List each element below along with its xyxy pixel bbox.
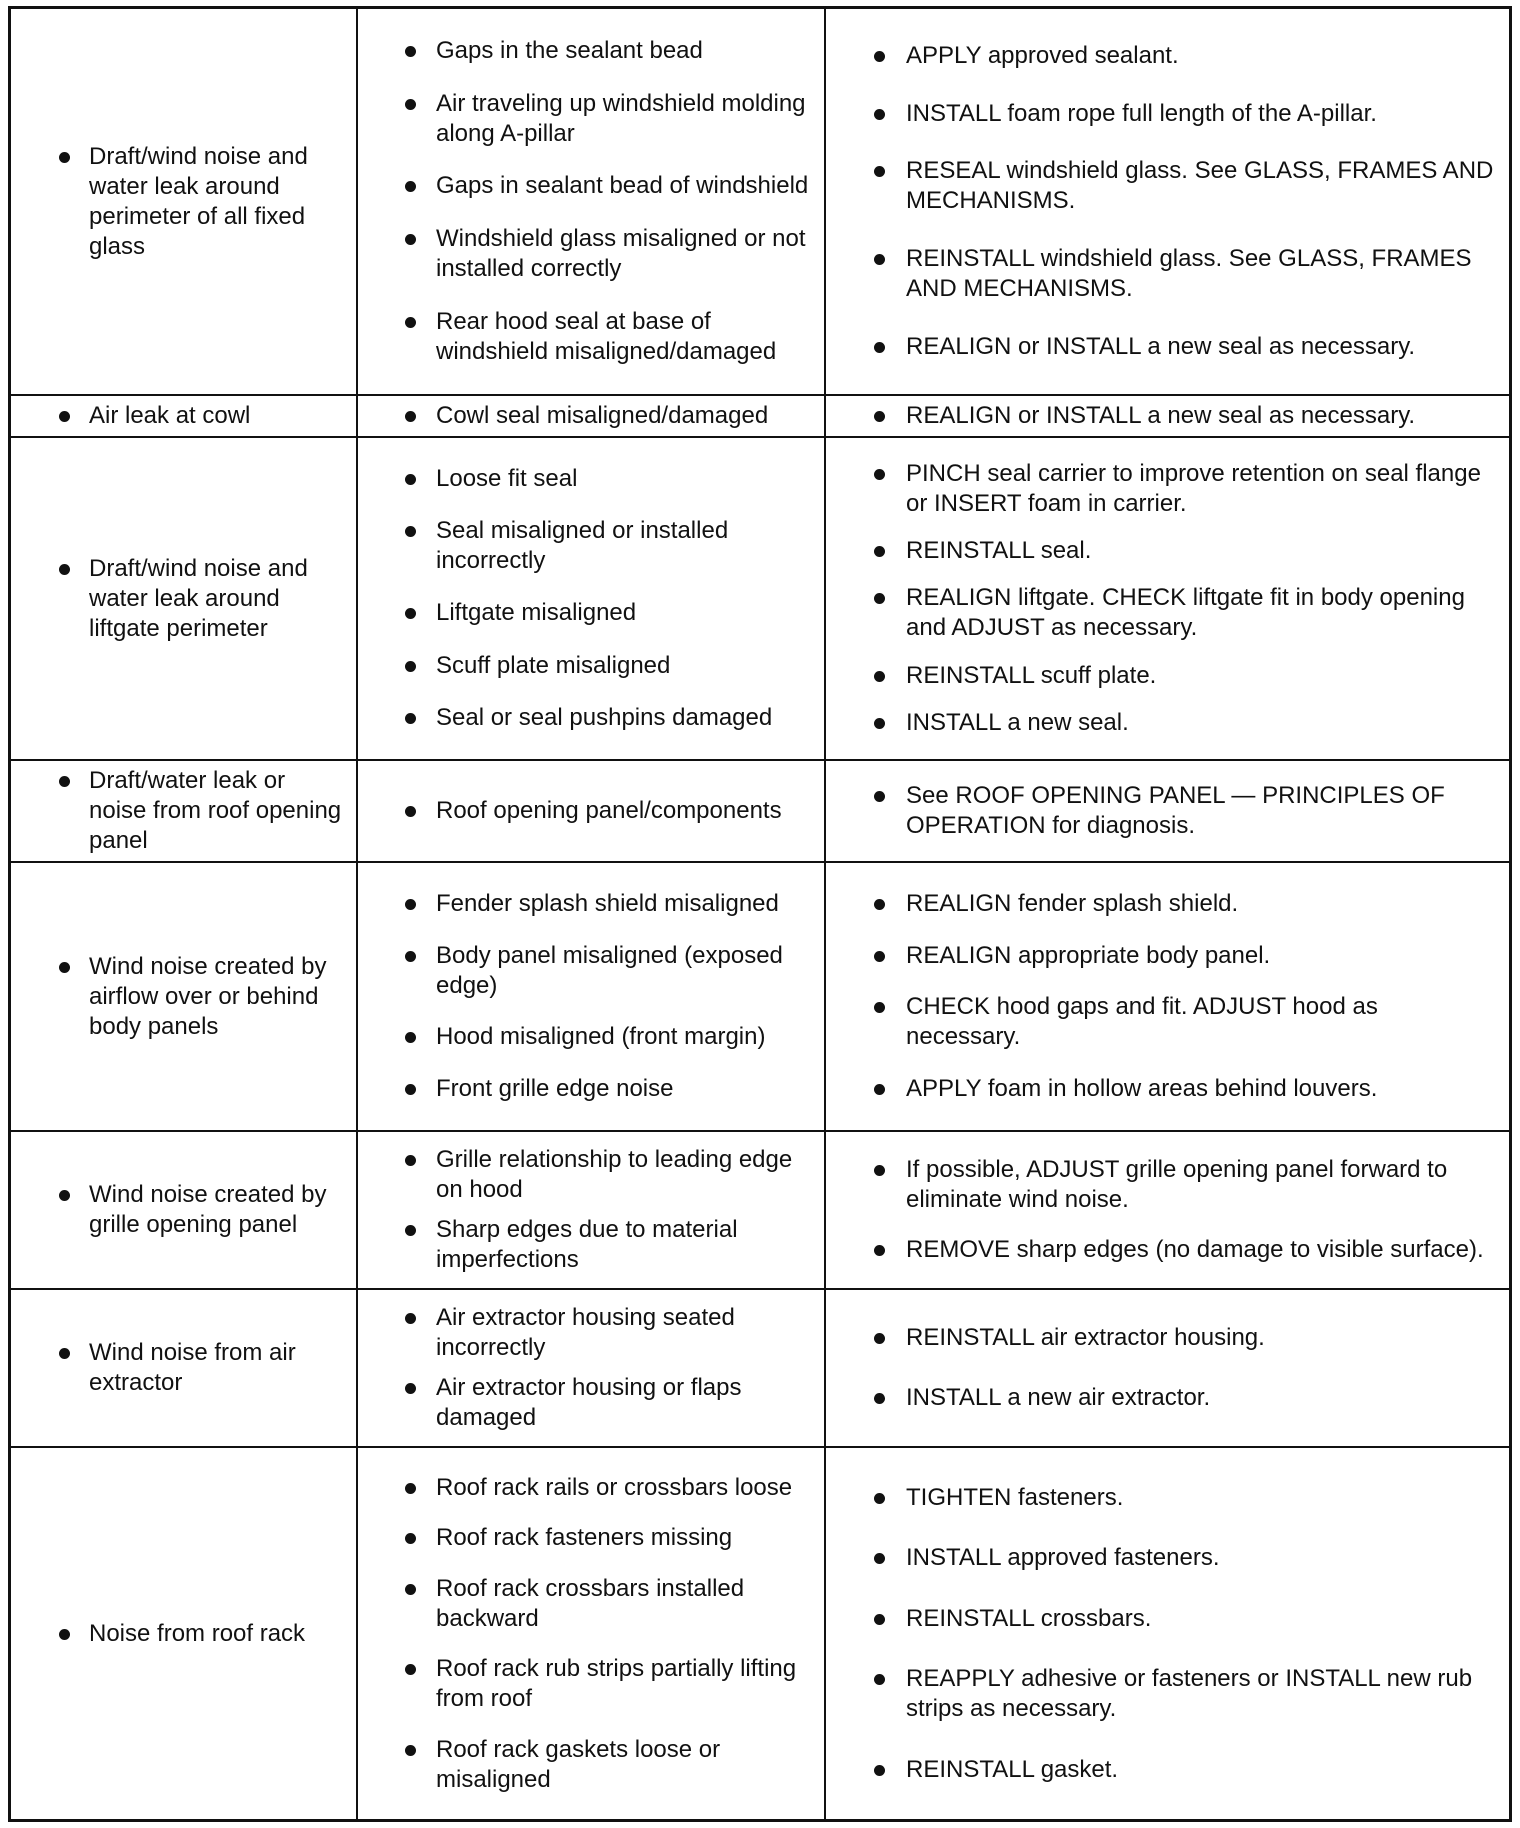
table-row <box>11 9 1509 394</box>
bullet-icon <box>874 791 885 802</box>
symptom-text <box>11 1180 356 1240</box>
source-item <box>358 598 824 628</box>
bullet-icon <box>405 411 416 422</box>
symptom-text <box>11 1619 356 1649</box>
source-item-text: Gaps in the sealant bead <box>436 36 703 64</box>
bullet-icon <box>405 1155 416 1166</box>
action-item <box>826 1755 1509 1785</box>
source-cell <box>356 761 824 861</box>
symptom-cell <box>11 9 356 394</box>
action-item <box>826 41 1509 71</box>
bullet-icon <box>59 1629 70 1640</box>
bullet-icon <box>59 776 70 787</box>
source-item-text: Seal or seal pushpins damaged <box>436 703 773 731</box>
bullet-icon <box>405 1225 416 1236</box>
bullet-icon <box>874 342 885 353</box>
action-item-text: REINSTALL windshield glass. See GLASS, FRAMES AND MECHANISMS. <box>906 245 1472 303</box>
source-item <box>358 307 824 367</box>
action-item <box>826 536 1509 566</box>
symptom-text <box>11 766 356 856</box>
action-item-text: REALIGN liftgate. CHECK liftgate fit in body opening and ADJUST as necessary. <box>906 584 1465 642</box>
action-item <box>826 1155 1509 1215</box>
table-row <box>11 1130 1509 1288</box>
action-item-text: REINSTALL air extractor housing. <box>906 1324 1265 1352</box>
source-item-text: Air extractor housing or flaps damaged <box>436 1373 742 1431</box>
action-cell <box>824 1132 1509 1288</box>
bullet-icon <box>405 474 416 485</box>
source-cell <box>356 396 824 436</box>
bullet-icon <box>405 181 416 192</box>
bullet-icon <box>405 1483 416 1494</box>
bullet-icon <box>874 899 885 910</box>
bullet-icon <box>874 671 885 682</box>
symptom-text <box>11 554 356 644</box>
bullet-icon <box>59 152 70 163</box>
source-item-text: Grille relationship to leading edge on hood <box>436 1146 793 1204</box>
bullet-icon <box>874 1165 885 1176</box>
source-item-text: Roof rack rails or crossbars loose <box>436 1473 793 1501</box>
action-item <box>826 99 1509 129</box>
source-item <box>358 1215 824 1275</box>
bullet-icon <box>874 1674 885 1685</box>
symptom-text-text: Wind noise from air extractor <box>89 1339 296 1396</box>
bullet-icon <box>874 1553 885 1564</box>
action-item <box>826 1543 1509 1573</box>
source-cell <box>356 9 824 394</box>
symptom-cell <box>11 863 356 1130</box>
action-item-text: REALIGN appropriate body panel. <box>906 941 1271 969</box>
action-item-text: REAPPLY adhesive or fasteners or INSTALL new rub strips as necessary. <box>906 1665 1473 1722</box>
symptom-cell <box>11 438 356 759</box>
source-item-text: Roof rack rub strips partially lifting from roof <box>436 1655 797 1712</box>
bullet-icon <box>59 1348 70 1359</box>
action-item-text: APPLY foam in hollow areas behind louvers. <box>906 1075 1378 1103</box>
table-row <box>11 436 1509 759</box>
source-item <box>358 171 824 201</box>
symptom-text <box>11 952 356 1042</box>
source-item <box>358 224 824 284</box>
action-item <box>826 1483 1509 1513</box>
bullet-icon <box>874 1393 885 1404</box>
bullet-icon <box>874 166 885 177</box>
bullet-icon <box>405 1664 416 1675</box>
table-row <box>11 394 1509 436</box>
bullet-icon <box>405 608 416 619</box>
action-item-text: APPLY approved sealant. <box>906 41 1179 69</box>
bullet-icon <box>405 661 416 672</box>
bullet-icon <box>874 411 885 422</box>
bullet-icon <box>874 254 885 265</box>
bullet-icon <box>405 951 416 962</box>
action-item-text: INSTALL foam rope full length of the A-pillar. <box>906 99 1377 127</box>
source-item-text: Body panel misaligned (exposed edge) <box>436 941 783 999</box>
action-item-text: See ROOF OPENING PANEL — PRINCIPLES OF OPERATION for diagnosis. <box>906 782 1445 839</box>
source-item <box>358 516 824 576</box>
source-item-text: Air extractor housing seated incorrectly <box>436 1304 735 1362</box>
source-item-text: Liftgate misaligned <box>436 599 637 627</box>
source-item <box>358 1145 824 1205</box>
action-item <box>826 244 1509 304</box>
action-cell <box>824 9 1509 394</box>
symptom-text-text: Draft/water leak or noise from roof opening panel <box>89 767 342 854</box>
action-item-text: REMOVE sharp edges (no damage to visible surface). <box>906 1235 1484 1263</box>
source-item-text: Roof rack fasteners missing <box>436 1524 733 1551</box>
bullet-icon <box>59 962 70 973</box>
table-row <box>11 759 1509 861</box>
action-item-text: CHECK hood gaps and fit. ADJUST hood as necessary. <box>906 993 1378 1051</box>
action-item <box>826 459 1509 519</box>
source-item <box>358 401 824 431</box>
source-item <box>358 36 824 66</box>
symptom-text-text: Wind noise created by grille opening panel <box>89 1181 327 1238</box>
action-item <box>826 1323 1509 1353</box>
bullet-icon <box>874 546 885 557</box>
bullet-icon <box>405 1313 416 1324</box>
action-item-text: PINCH seal carrier to improve retention on seal flange or INSERT foam in carrier. <box>906 460 1481 518</box>
action-item-text: REALIGN or INSTALL a new seal as necessary. <box>906 333 1416 361</box>
action-item-text: INSTALL approved fasteners. <box>906 1544 1220 1571</box>
symptom-text-text: Wind noise created by airflow over or behind body panels <box>89 952 327 1040</box>
source-item <box>358 1654 824 1714</box>
symptom-text-text: Air leak at cowl <box>89 402 251 429</box>
bullet-icon <box>874 593 885 604</box>
action-cell <box>824 438 1509 759</box>
source-item-text: Gaps in sealant bead of windshield <box>436 172 809 200</box>
source-cell <box>356 863 824 1130</box>
action-item <box>826 708 1509 738</box>
bullet-icon <box>59 411 70 422</box>
action-item-text: TIGHTEN fasteners. <box>906 1483 1124 1511</box>
action-item <box>826 992 1509 1052</box>
source-item-text: Rear hood seal at base of windshield misaligned/damaged <box>436 308 777 366</box>
source-item-text: Scuff plate misaligned <box>436 651 671 679</box>
symptom-text-text: Noise from roof rack <box>89 1619 306 1647</box>
action-item-text: REINSTALL seal. <box>906 537 1092 565</box>
bullet-icon <box>405 806 416 817</box>
source-item <box>358 1373 824 1433</box>
table-row <box>11 1288 1509 1446</box>
action-item <box>826 1604 1509 1634</box>
source-item <box>358 1735 824 1795</box>
source-item-text: Cowl seal misaligned/damaged <box>436 402 769 429</box>
source-item <box>358 1473 824 1503</box>
bullet-icon <box>405 317 416 328</box>
source-item <box>358 1574 824 1634</box>
source-item <box>358 1074 824 1104</box>
source-item <box>358 796 824 826</box>
source-item-text: Hood misaligned (front margin) <box>436 1023 766 1051</box>
symptom-cell <box>11 1448 356 1819</box>
bullet-icon <box>874 718 885 729</box>
bullet-icon <box>405 1032 416 1043</box>
source-item <box>358 941 824 1001</box>
source-item-text: Air traveling up windshield molding along A-pillar <box>436 89 806 147</box>
source-item-text: Windshield glass misaligned or not installed correctly <box>436 225 806 283</box>
source-item <box>358 464 824 494</box>
diagnosis-table <box>8 6 1512 1822</box>
bullet-icon <box>874 469 885 480</box>
action-item-text: REINSTALL gasket. <box>906 1755 1119 1783</box>
bullet-icon <box>874 951 885 962</box>
source-cell <box>356 1290 824 1446</box>
action-cell <box>824 396 1509 436</box>
bullet-icon <box>405 1745 416 1756</box>
source-item <box>358 889 824 919</box>
symptom-cell <box>11 1132 356 1288</box>
source-cell <box>356 1132 824 1288</box>
action-item <box>826 1074 1509 1104</box>
action-item-text: INSTALL a new seal. <box>906 708 1129 736</box>
source-item-text: Roof rack gaskets loose or misaligned <box>436 1735 721 1793</box>
source-item <box>358 1523 824 1553</box>
action-cell <box>824 863 1509 1130</box>
bullet-icon <box>405 526 416 537</box>
source-item-text: Roof opening panel/components <box>436 797 782 824</box>
source-item-text: Front grille edge noise <box>436 1075 674 1103</box>
table-row <box>11 861 1509 1130</box>
action-cell <box>824 1290 1509 1446</box>
action-item <box>826 781 1509 841</box>
action-item-text: REALIGN or INSTALL a new seal as necessary. <box>906 402 1416 429</box>
action-item <box>826 1664 1509 1724</box>
bullet-icon <box>405 234 416 245</box>
source-item-text: Fender splash shield misaligned <box>436 889 779 917</box>
action-item-text: REALIGN fender splash shield. <box>906 889 1239 917</box>
symptom-text <box>11 142 356 262</box>
action-cell <box>824 1448 1509 1819</box>
action-item <box>826 583 1509 643</box>
bullet-icon <box>59 1190 70 1201</box>
symptom-cell <box>11 761 356 861</box>
source-item <box>358 703 824 733</box>
source-item-text: Loose fit seal <box>436 465 578 493</box>
source-item-text: Seal misaligned or installed incorrectly <box>436 517 729 575</box>
bullet-icon <box>405 899 416 910</box>
action-item <box>826 332 1509 362</box>
action-item-text: RESEAL windshield glass. See GLASS, FRAMES AND MECHANISMS. <box>906 157 1494 215</box>
symptom-text-text: Draft/wind noise and water leak around liftgate perimeter <box>89 554 308 642</box>
bullet-icon <box>59 564 70 575</box>
source-cell <box>356 438 824 759</box>
symptom-cell <box>11 396 356 436</box>
source-item <box>358 1303 824 1363</box>
source-item-text: Sharp edges due to material imperfections <box>436 1215 738 1273</box>
action-item <box>826 1235 1509 1265</box>
symptom-text <box>11 401 356 431</box>
action-item <box>826 661 1509 691</box>
source-item <box>358 651 824 681</box>
bullet-icon <box>405 1383 416 1394</box>
source-item <box>358 1022 824 1052</box>
symptom-text-text: Draft/wind noise and water leak around perimeter of all fixed glass <box>89 142 308 260</box>
bullet-icon <box>874 1333 885 1344</box>
bullet-icon <box>874 1084 885 1095</box>
bullet-icon <box>405 1084 416 1095</box>
action-item <box>826 1383 1509 1413</box>
bullet-icon <box>874 1245 885 1256</box>
bullet-icon <box>405 1533 416 1544</box>
source-item-text: Roof rack crossbars installed backward <box>436 1574 745 1632</box>
bullet-icon <box>405 46 416 57</box>
action-item <box>826 889 1509 919</box>
action-cell <box>824 761 1509 861</box>
action-item-text: INSTALL a new air extractor. <box>906 1383 1211 1411</box>
bullet-icon <box>874 1493 885 1504</box>
bullet-icon <box>405 99 416 110</box>
bullet-icon <box>874 1765 885 1776</box>
action-item <box>826 941 1509 971</box>
source-item <box>358 89 824 149</box>
source-cell <box>356 1448 824 1819</box>
action-item-text: REINSTALL scuff plate. <box>906 661 1157 689</box>
bullet-icon <box>874 51 885 62</box>
symptom-cell <box>11 1290 356 1446</box>
bullet-icon <box>874 1614 885 1625</box>
bullet-icon <box>405 1584 416 1595</box>
symptom-text <box>11 1338 356 1398</box>
bullet-icon <box>874 1002 885 1013</box>
action-item-text: REINSTALL crossbars. <box>906 1604 1152 1632</box>
action-item <box>826 401 1509 431</box>
table-row <box>11 1446 1509 1819</box>
action-item-text: If possible, ADJUST grille opening panel forward to eliminate wind noise. <box>906 1156 1448 1214</box>
bullet-icon <box>405 713 416 724</box>
action-item <box>826 156 1509 216</box>
bullet-icon <box>874 109 885 120</box>
